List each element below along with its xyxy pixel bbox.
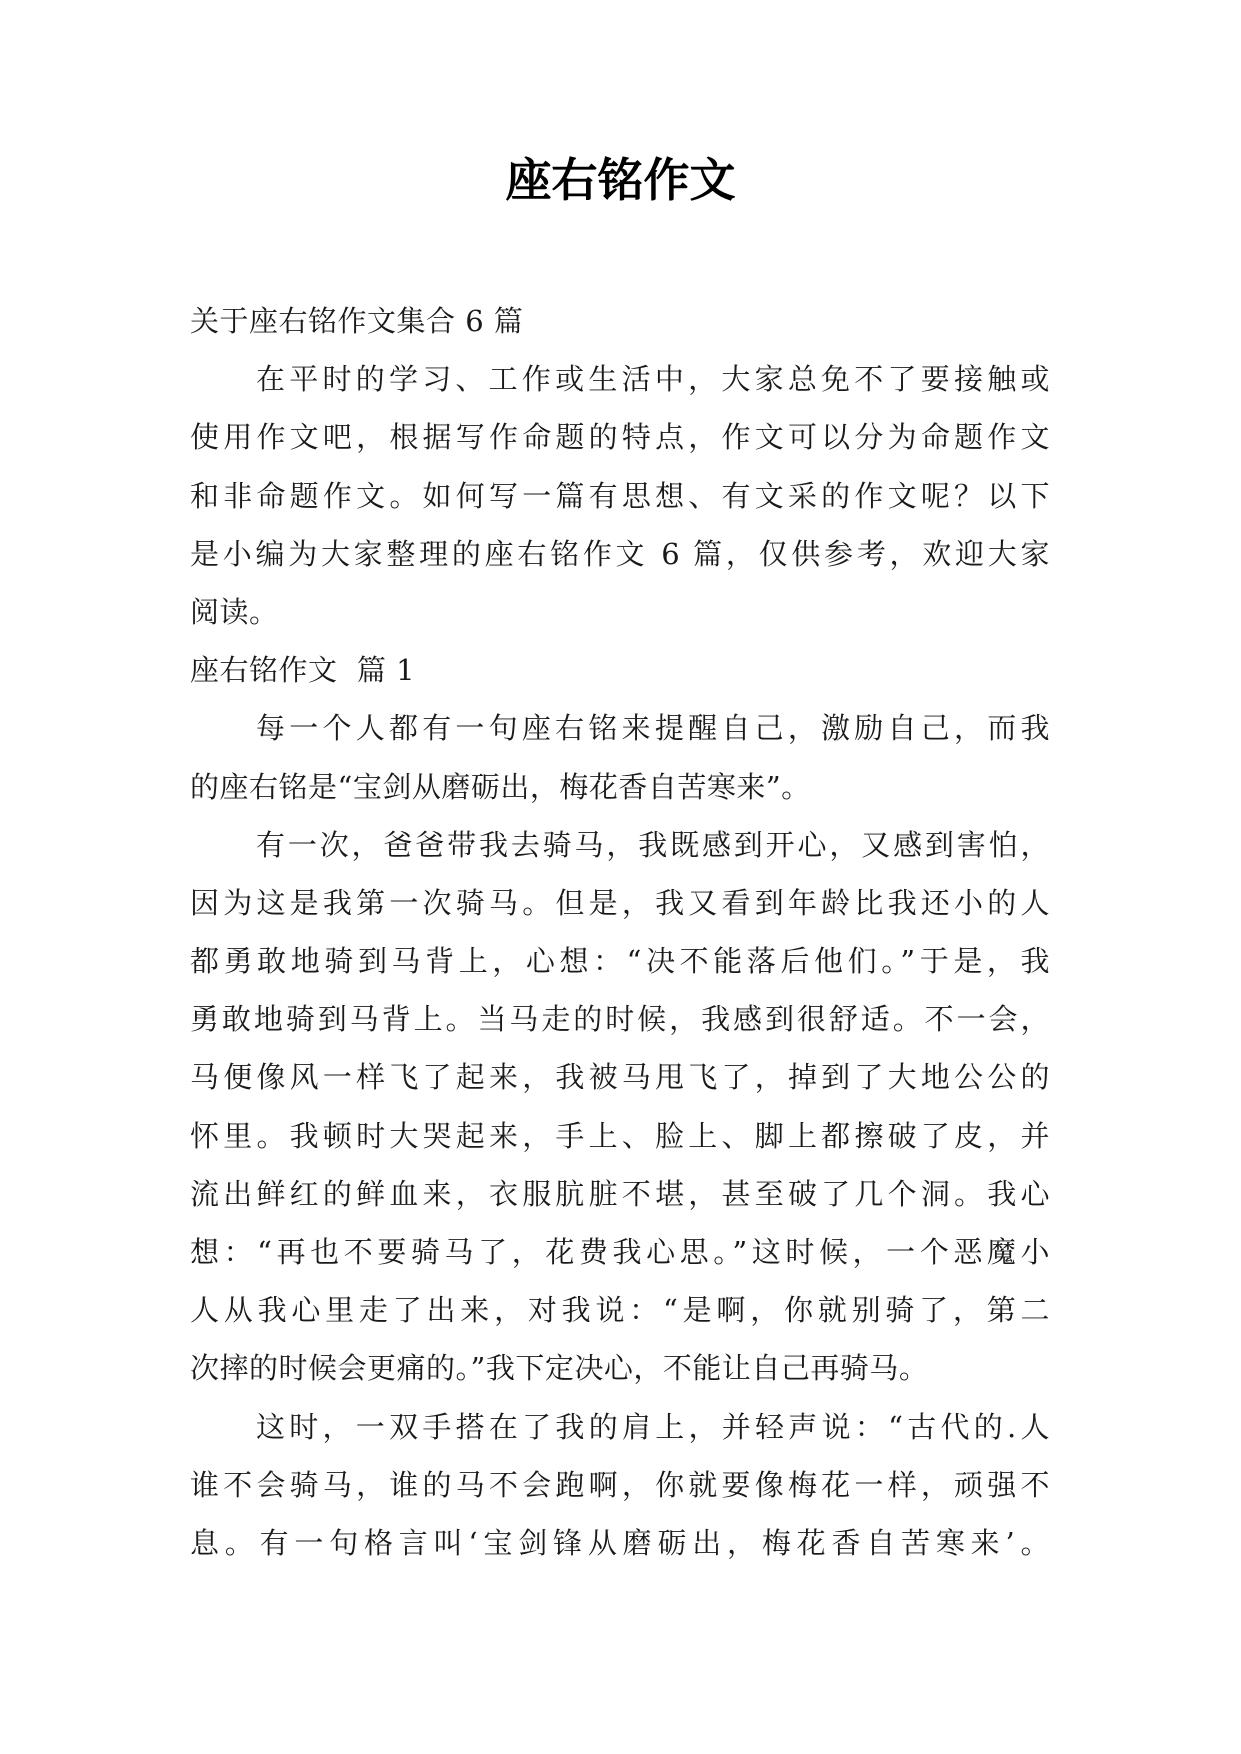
essay-paragraph-1 bbox=[190, 699, 1050, 815]
paragraph-line: 都勇敢地骑到马背上，心想：“决不能落后他们。”于是，我 bbox=[190, 944, 1050, 979]
paragraph-line: 息。有一句格言叫‘宝剑锋从磨砺出，梅花香自苦寒来’。 bbox=[190, 1525, 1050, 1560]
essay-paragraph-2 bbox=[190, 816, 1050, 1398]
paragraph-line: 有一次，爸爸带我去骑马，我既感到开心，又感到害怕， bbox=[256, 827, 1050, 862]
paragraph-line: 勇敢地骑到马背上。当马走的时候，我感到很舒适。不一会， bbox=[190, 1002, 1050, 1037]
intro-line: 在平时的学习、工作或生活中，大家总免不了要接触或 bbox=[256, 362, 1050, 397]
intro-line: 阅读。 bbox=[190, 594, 279, 629]
intro-line: 使用作文吧，根据写作命题的特点，作文可以分为命题作文 bbox=[190, 420, 1050, 455]
section-heading: 座右铭作文 篇 1 bbox=[190, 653, 416, 688]
paragraph-line: 怀里。我顿时大哭起来，手上、脸上、脚上都擦破了皮，并 bbox=[190, 1118, 1050, 1153]
paragraph-line: 每一个人都有一句座右铭来提醒自己，激励自己，而我 bbox=[256, 711, 1050, 746]
paragraph-line: 这时，一双手搭在了我的肩上，并轻声说：“古代的.人 bbox=[256, 1409, 1050, 1444]
essay-paragraph-3 bbox=[190, 1398, 1050, 1573]
paragraph-line: 因为这是我第一次骑马。但是，我又看到年龄比我还小的人 bbox=[190, 885, 1050, 920]
document-body bbox=[190, 292, 1050, 1572]
intro-line: 和非命题作文。如何写一篇有思想、有文采的作文呢？以下 bbox=[190, 478, 1050, 513]
document-title: 座右铭作文 bbox=[505, 153, 736, 207]
collection-subtitle: 关于座右铭作文集合 6 篇 bbox=[190, 304, 524, 338]
paragraph-line: 想：“再也不要骑马了，花费我心思。”这时候，一个恶魔小 bbox=[190, 1235, 1050, 1269]
intro-line: 是小编为大家整理的座右铭作文 6 篇，仅供参考，欢迎大家 bbox=[190, 536, 1050, 571]
paragraph-line: 谁不会骑马，谁的马不会跑啊，你就要像梅花一样，顽强不 bbox=[190, 1467, 1050, 1502]
paragraph-line: 人从我心里走了出来，对我说：“是啊，你就别骑了，第二 bbox=[190, 1293, 1050, 1328]
intro-paragraph bbox=[190, 350, 1050, 641]
paragraph-line: 次摔的时候会更痛的。”我下定决心，不能让自己再骑马。 bbox=[190, 1351, 929, 1386]
paragraph-line: 的座右铭是“宝剑从磨砺出，梅花香自苦寒来”。 bbox=[190, 769, 811, 804]
paragraph-line: 马便像风一样飞了起来，我被马甩飞了，掉到了大地公公的 bbox=[190, 1060, 1050, 1095]
paragraph-line: 流出鲜红的鲜血来，衣服肮脏不堪，甚至破了几个洞。我心 bbox=[190, 1176, 1050, 1211]
